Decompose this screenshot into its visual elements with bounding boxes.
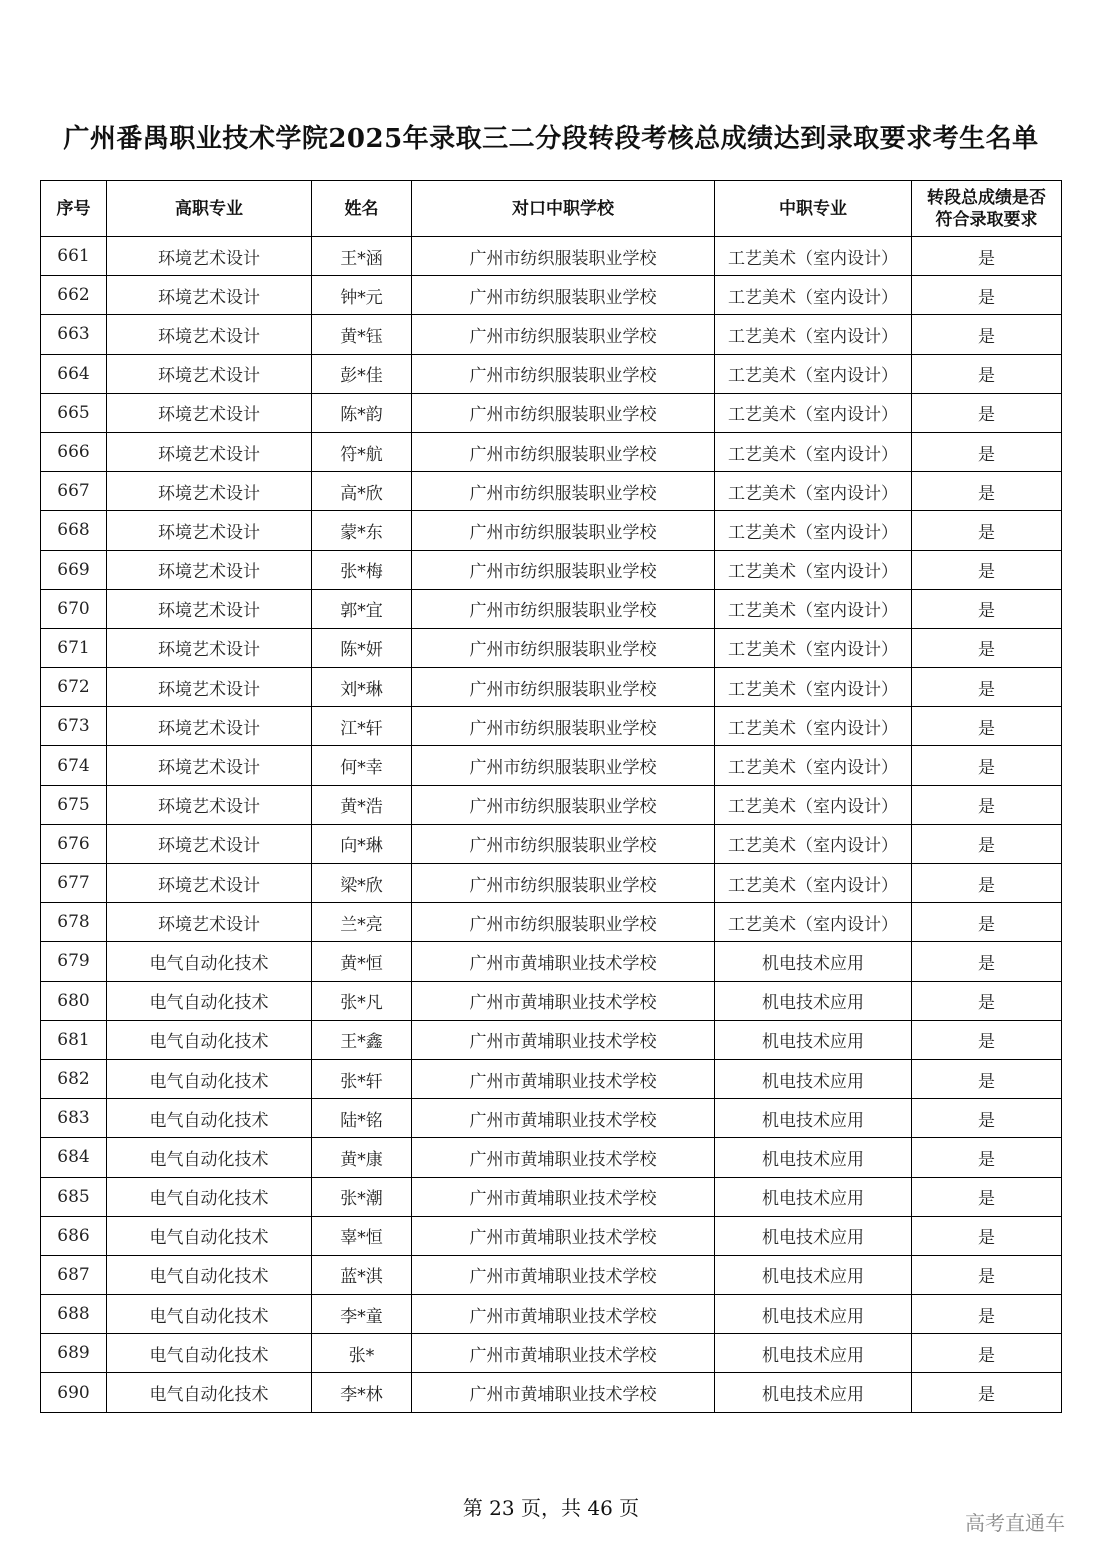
cell-name: 王*鑫 — [312, 1020, 412, 1059]
cell-secondary-major: 机电技术应用 — [715, 981, 912, 1020]
cell-school: 广州市纺织服装职业学校 — [412, 628, 715, 667]
cell-index: 674 — [41, 746, 107, 785]
cell-secondary-major: 机电技术应用 — [715, 1295, 912, 1334]
cell-major: 电气自动化技术 — [107, 981, 312, 1020]
cell-major: 环境艺术设计 — [107, 824, 312, 863]
table-row — [41, 354, 1062, 393]
cell-index: 676 — [41, 824, 107, 863]
cell-index: 664 — [41, 354, 107, 393]
cell-index: 665 — [41, 393, 107, 432]
cell-major: 环境艺术设计 — [107, 668, 312, 707]
cell-qualified: 是 — [912, 237, 1062, 276]
cell-major: 环境艺术设计 — [107, 628, 312, 667]
table-row — [41, 668, 1062, 707]
cell-index: 663 — [41, 315, 107, 354]
table-row — [41, 1373, 1062, 1412]
table-row — [41, 1099, 1062, 1138]
cell-name: 何*幸 — [312, 746, 412, 785]
cell-major: 环境艺术设计 — [107, 550, 312, 589]
cell-school: 广州市纺织服装职业学校 — [412, 472, 715, 511]
cell-name: 兰*亮 — [312, 903, 412, 942]
cell-secondary-major: 机电技术应用 — [715, 1059, 912, 1098]
cell-major: 环境艺术设计 — [107, 237, 312, 276]
cell-index: 682 — [41, 1059, 107, 1098]
header-name: 姓名 — [312, 181, 412, 237]
cell-secondary-major: 机电技术应用 — [715, 1177, 912, 1216]
cell-index: 681 — [41, 1020, 107, 1059]
cell-index: 672 — [41, 668, 107, 707]
cell-qualified: 是 — [912, 981, 1062, 1020]
table-row — [41, 1295, 1062, 1334]
cell-qualified: 是 — [912, 1295, 1062, 1334]
cell-name: 蒙*东 — [312, 511, 412, 550]
cell-qualified: 是 — [912, 1099, 1062, 1138]
cell-qualified: 是 — [912, 393, 1062, 432]
cell-name: 黄*浩 — [312, 785, 412, 824]
cell-index: 679 — [41, 942, 107, 981]
cell-secondary-major: 工艺美术（室内设计） — [715, 511, 912, 550]
table-row — [41, 942, 1062, 981]
cell-school: 广州市纺织服装职业学校 — [412, 746, 715, 785]
table-row — [41, 1138, 1062, 1177]
cell-index: 686 — [41, 1216, 107, 1255]
cell-index: 662 — [41, 276, 107, 315]
cell-school: 广州市纺织服装职业学校 — [412, 276, 715, 315]
cell-name: 梁*欣 — [312, 864, 412, 903]
cell-secondary-major: 工艺美术（室内设计） — [715, 707, 912, 746]
cell-index: 673 — [41, 707, 107, 746]
table-row — [41, 1059, 1062, 1098]
header-secondary-major: 中职专业 — [715, 181, 912, 237]
cell-major: 环境艺术设计 — [107, 315, 312, 354]
cell-name: 符*航 — [312, 432, 412, 471]
cell-school: 广州市纺织服装职业学校 — [412, 824, 715, 863]
cell-school: 广州市黄埔职业技术学校 — [412, 1255, 715, 1294]
cell-secondary-major: 机电技术应用 — [715, 1020, 912, 1059]
cell-name: 张* — [312, 1334, 412, 1373]
cell-major: 电气自动化技术 — [107, 1373, 312, 1412]
cell-name: 张*凡 — [312, 981, 412, 1020]
cell-school: 广州市纺织服装职业学校 — [412, 707, 715, 746]
cell-qualified: 是 — [912, 942, 1062, 981]
cell-school: 广州市黄埔职业技术学校 — [412, 1020, 715, 1059]
cell-school: 广州市黄埔职业技术学校 — [412, 1334, 715, 1373]
cell-major: 电气自动化技术 — [107, 1334, 312, 1373]
page-title: 广州番禺职业技术学院2025年录取三二分段转段考核总成绩达到录取要求考生名单 — [63, 124, 1039, 154]
cell-index: 668 — [41, 511, 107, 550]
cell-major: 电气自动化技术 — [107, 1216, 312, 1255]
cell-index: 667 — [41, 472, 107, 511]
cell-name: 辜*恒 — [312, 1216, 412, 1255]
cell-school: 广州市纺织服装职业学校 — [412, 354, 715, 393]
cell-qualified: 是 — [912, 707, 1062, 746]
cell-secondary-major: 机电技术应用 — [715, 1334, 912, 1373]
table-row — [41, 785, 1062, 824]
cell-index: 671 — [41, 628, 107, 667]
cell-major: 环境艺术设计 — [107, 472, 312, 511]
cell-qualified: 是 — [912, 628, 1062, 667]
cell-major: 环境艺术设计 — [107, 393, 312, 432]
cell-secondary-major: 工艺美术（室内设计） — [715, 903, 912, 942]
cell-school: 广州市黄埔职业技术学校 — [412, 1295, 715, 1334]
cell-name: 刘*琳 — [312, 668, 412, 707]
cell-index: 690 — [41, 1373, 107, 1412]
cell-school: 广州市纺织服装职业学校 — [412, 237, 715, 276]
cell-qualified: 是 — [912, 1020, 1062, 1059]
cell-major: 环境艺术设计 — [107, 707, 312, 746]
cell-secondary-major: 工艺美术（室内设计） — [715, 785, 912, 824]
table-row — [41, 746, 1062, 785]
cell-name: 高*欣 — [312, 472, 412, 511]
cell-name: 向*琳 — [312, 824, 412, 863]
cell-school: 广州市黄埔职业技术学校 — [412, 981, 715, 1020]
table-row — [41, 589, 1062, 628]
table-row — [41, 1216, 1062, 1255]
cell-index: 684 — [41, 1138, 107, 1177]
cell-school: 广州市纺织服装职业学校 — [412, 903, 715, 942]
cell-secondary-major: 机电技术应用 — [715, 1099, 912, 1138]
cell-major: 环境艺术设计 — [107, 746, 312, 785]
cell-index: 687 — [41, 1255, 107, 1294]
cell-name: 郭*宜 — [312, 589, 412, 628]
cell-school: 广州市纺织服装职业学校 — [412, 315, 715, 354]
table-row — [41, 315, 1062, 354]
header-major: 高职专业 — [107, 181, 312, 237]
table-row — [41, 393, 1062, 432]
cell-major: 电气自动化技术 — [107, 1295, 312, 1334]
cell-name: 王*涵 — [312, 237, 412, 276]
cell-qualified: 是 — [912, 315, 1062, 354]
cell-major: 电气自动化技术 — [107, 1059, 312, 1098]
cell-index: 669 — [41, 550, 107, 589]
cell-qualified: 是 — [912, 1216, 1062, 1255]
cell-major: 电气自动化技术 — [107, 1138, 312, 1177]
cell-secondary-major: 工艺美术（室内设计） — [715, 354, 912, 393]
table-row — [41, 1334, 1062, 1373]
cell-name: 李*童 — [312, 1295, 412, 1334]
cell-major: 电气自动化技术 — [107, 1020, 312, 1059]
cell-name: 钟*元 — [312, 276, 412, 315]
cell-major: 环境艺术设计 — [107, 354, 312, 393]
cell-qualified: 是 — [912, 864, 1062, 903]
table-row — [41, 1020, 1062, 1059]
cell-name: 黄*康 — [312, 1138, 412, 1177]
cell-qualified: 是 — [912, 824, 1062, 863]
cell-index: 680 — [41, 981, 107, 1020]
table-row — [41, 1255, 1062, 1294]
cell-qualified: 是 — [912, 1059, 1062, 1098]
cell-school: 广州市黄埔职业技术学校 — [412, 1216, 715, 1255]
watermark: 高考直通车 — [965, 1511, 1065, 1535]
cell-qualified: 是 — [912, 511, 1062, 550]
cell-secondary-major: 工艺美术（室内设计） — [715, 393, 912, 432]
cell-secondary-major: 工艺美术（室内设计） — [715, 746, 912, 785]
cell-qualified: 是 — [912, 1255, 1062, 1294]
cell-index: 677 — [41, 864, 107, 903]
cell-index: 670 — [41, 589, 107, 628]
cell-school: 广州市黄埔职业技术学校 — [412, 1138, 715, 1177]
cell-major: 环境艺术设计 — [107, 589, 312, 628]
cell-school: 广州市纺织服装职业学校 — [412, 393, 715, 432]
admission-table — [40, 180, 1062, 1413]
cell-school: 广州市纺织服装职业学校 — [412, 589, 715, 628]
cell-secondary-major: 工艺美术（室内设计） — [715, 432, 912, 471]
cell-name: 张*轩 — [312, 1059, 412, 1098]
table-row — [41, 903, 1062, 942]
cell-qualified: 是 — [912, 550, 1062, 589]
table-header-row — [41, 181, 1062, 237]
header-school: 对口中职学校 — [412, 181, 715, 237]
cell-name: 张*梅 — [312, 550, 412, 589]
cell-secondary-major: 机电技术应用 — [715, 1216, 912, 1255]
table-row — [41, 707, 1062, 746]
cell-secondary-major: 工艺美术（室内设计） — [715, 550, 912, 589]
cell-name: 黄*钰 — [312, 315, 412, 354]
cell-index: 688 — [41, 1295, 107, 1334]
table-row — [41, 511, 1062, 550]
cell-school: 广州市纺织服装职业学校 — [412, 432, 715, 471]
cell-secondary-major: 工艺美术（室内设计） — [715, 472, 912, 511]
cell-name: 江*轩 — [312, 707, 412, 746]
table-row — [41, 864, 1062, 903]
table-row — [41, 981, 1062, 1020]
cell-school: 广州市纺织服装职业学校 — [412, 511, 715, 550]
cell-name: 陈*韵 — [312, 393, 412, 432]
cell-major: 环境艺术设计 — [107, 864, 312, 903]
cell-qualified: 是 — [912, 589, 1062, 628]
cell-school: 广州市黄埔职业技术学校 — [412, 942, 715, 981]
cell-secondary-major: 工艺美术（室内设计） — [715, 276, 912, 315]
cell-qualified: 是 — [912, 1334, 1062, 1373]
cell-major: 环境艺术设计 — [107, 903, 312, 942]
cell-school: 广州市黄埔职业技术学校 — [412, 1059, 715, 1098]
cell-qualified: 是 — [912, 668, 1062, 707]
cell-qualified: 是 — [912, 785, 1062, 824]
cell-qualified: 是 — [912, 746, 1062, 785]
cell-major: 环境艺术设计 — [107, 432, 312, 471]
cell-qualified: 是 — [912, 1138, 1062, 1177]
cell-name: 陈*妍 — [312, 628, 412, 667]
cell-qualified: 是 — [912, 354, 1062, 393]
cell-qualified: 是 — [912, 1373, 1062, 1412]
page-number: 第 23 页，共 46 页 — [462, 1496, 640, 1520]
table-row — [41, 550, 1062, 589]
cell-major: 环境艺术设计 — [107, 785, 312, 824]
cell-major: 电气自动化技术 — [107, 1099, 312, 1138]
cell-secondary-major: 工艺美术（室内设计） — [715, 237, 912, 276]
cell-index: 685 — [41, 1177, 107, 1216]
header-index: 序号 — [41, 181, 107, 237]
header-qualified: 转段总成绩是否符合录取要求 — [912, 181, 1062, 237]
table-row — [41, 276, 1062, 315]
cell-index: 678 — [41, 903, 107, 942]
cell-major: 电气自动化技术 — [107, 942, 312, 981]
cell-name: 张*潮 — [312, 1177, 412, 1216]
cell-secondary-major: 工艺美术（室内设计） — [715, 589, 912, 628]
cell-name: 陆*铭 — [312, 1099, 412, 1138]
table-row — [41, 628, 1062, 667]
cell-school: 广州市黄埔职业技术学校 — [412, 1099, 715, 1138]
cell-school: 广州市纺织服装职业学校 — [412, 550, 715, 589]
cell-school: 广州市纺织服装职业学校 — [412, 785, 715, 824]
cell-secondary-major: 工艺美术（室内设计） — [715, 315, 912, 354]
cell-secondary-major: 工艺美术（室内设计） — [715, 824, 912, 863]
cell-name: 蓝*淇 — [312, 1255, 412, 1294]
table-row — [41, 432, 1062, 471]
cell-name: 黄*恒 — [312, 942, 412, 981]
cell-index: 661 — [41, 237, 107, 276]
cell-qualified: 是 — [912, 903, 1062, 942]
cell-index: 689 — [41, 1334, 107, 1373]
cell-school: 广州市纺织服装职业学校 — [412, 864, 715, 903]
cell-name: 李*林 — [312, 1373, 412, 1412]
table-row — [41, 472, 1062, 511]
cell-qualified: 是 — [912, 1177, 1062, 1216]
cell-secondary-major: 机电技术应用 — [715, 942, 912, 981]
cell-major: 电气自动化技术 — [107, 1255, 312, 1294]
table-row — [41, 1177, 1062, 1216]
cell-index: 666 — [41, 432, 107, 471]
cell-major: 电气自动化技术 — [107, 1177, 312, 1216]
table-row — [41, 824, 1062, 863]
cell-secondary-major: 机电技术应用 — [715, 1255, 912, 1294]
cell-qualified: 是 — [912, 472, 1062, 511]
table-row — [41, 237, 1062, 276]
cell-qualified: 是 — [912, 276, 1062, 315]
cell-secondary-major: 机电技术应用 — [715, 1138, 912, 1177]
cell-major: 环境艺术设计 — [107, 511, 312, 550]
cell-school: 广州市黄埔职业技术学校 — [412, 1177, 715, 1216]
cell-secondary-major: 工艺美术（室内设计） — [715, 628, 912, 667]
cell-secondary-major: 工艺美术（室内设计） — [715, 864, 912, 903]
table-body — [41, 237, 1062, 1413]
cell-qualified: 是 — [912, 432, 1062, 471]
cell-school: 广州市纺织服装职业学校 — [412, 668, 715, 707]
cell-index: 683 — [41, 1099, 107, 1138]
cell-name: 彭*佳 — [312, 354, 412, 393]
cell-index: 675 — [41, 785, 107, 824]
cell-school: 广州市黄埔职业技术学校 — [412, 1373, 715, 1412]
cell-major: 环境艺术设计 — [107, 276, 312, 315]
cell-secondary-major: 机电技术应用 — [715, 1373, 912, 1412]
cell-secondary-major: 工艺美术（室内设计） — [715, 668, 912, 707]
